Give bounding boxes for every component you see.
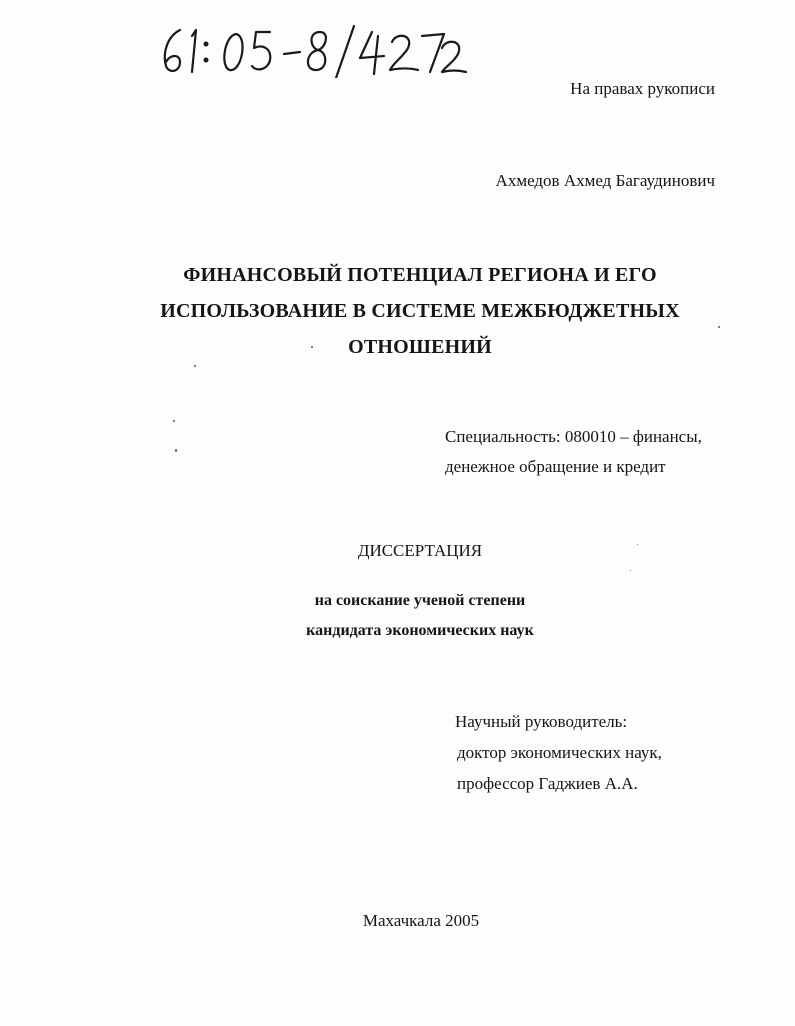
specialty-block xyxy=(445,422,702,482)
scan-speck xyxy=(173,420,175,422)
degree-block xyxy=(0,586,795,646)
city-year: Махачкала 2005 xyxy=(362,911,480,930)
scan-speck xyxy=(718,326,720,328)
specialty-line: Специальность: 080010 – финансы, xyxy=(445,427,702,446)
dissertation-title xyxy=(140,257,700,365)
scan-speck xyxy=(637,544,638,545)
title-line: ОТНОШЕНИЙ xyxy=(348,336,492,358)
title-line: ФИНАНСОВЫЙ ПОТЕНЦИАЛ РЕГИОНА И ЕГО xyxy=(183,264,657,286)
supervisor-name: профессор Гаджиев А.А. xyxy=(457,774,638,793)
scan-speck xyxy=(630,570,631,571)
scan-speck xyxy=(311,346,313,348)
manuscript-rights-label: На правах рукописи xyxy=(570,79,715,98)
title-line: ИСПОЛЬЗОВАНИЕ В СИСТЕМЕ МЕЖБЮДЖЕТНЫХ xyxy=(160,300,680,322)
supervisor-block xyxy=(455,706,662,799)
degree-line: кандидата экономических наук xyxy=(306,622,534,639)
specialty-line: денежное обращение и кредит xyxy=(445,457,666,476)
supervisor-role: Научный руководитель: xyxy=(455,712,628,731)
scan-speck xyxy=(194,365,196,367)
degree-line: на соискание ученой степени xyxy=(314,592,526,609)
scan-speck xyxy=(175,449,177,452)
author-name: Ахмедов Ахмед Багаудинович xyxy=(495,171,715,190)
handwritten-archive-mark xyxy=(158,22,468,78)
supervisor-degree: доктор экономических наук, xyxy=(457,743,662,762)
work-type-heading: ДИССЕРТАЦИЯ xyxy=(357,541,483,560)
